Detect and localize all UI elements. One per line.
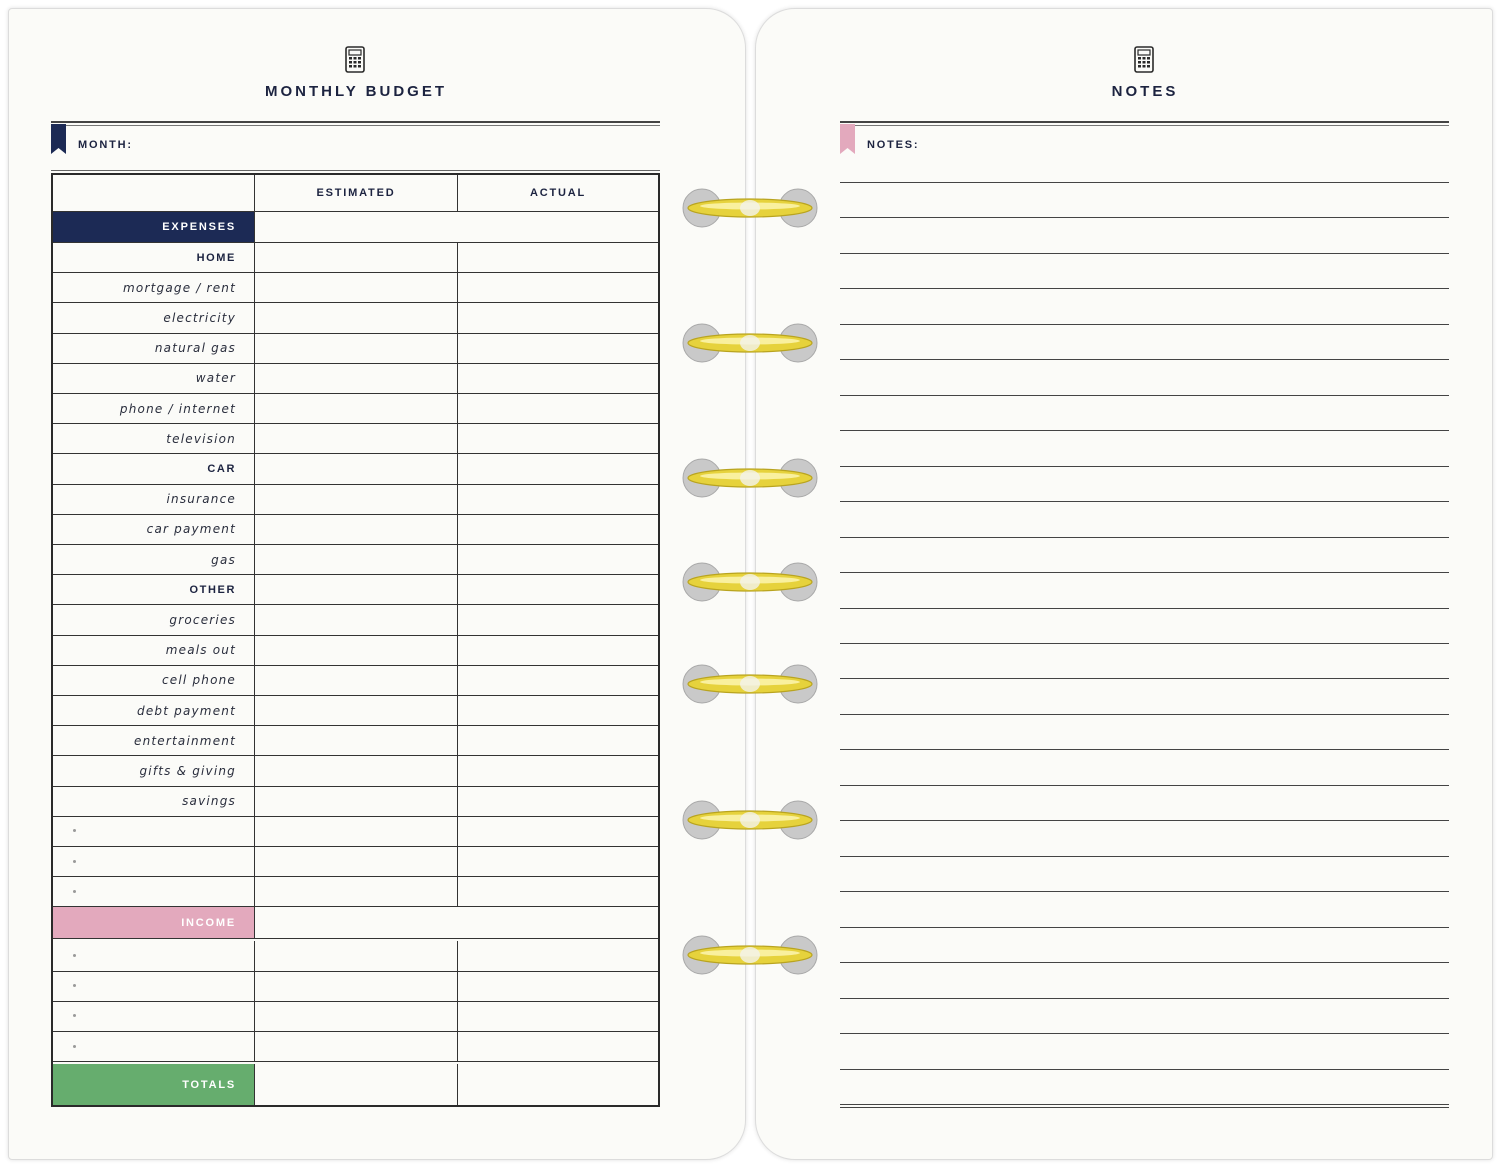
expense-item-label: gas [211, 552, 236, 567]
table-row [53, 364, 658, 394]
expenses-label: EXPENSES [162, 221, 236, 233]
row-label-cell[interactable] [53, 941, 255, 970]
row-label-cell [53, 334, 255, 363]
table-row [53, 545, 658, 575]
note-line[interactable] [840, 927, 1449, 928]
totals-estimated-cell[interactable] [255, 1064, 458, 1105]
table-row [53, 756, 658, 786]
table-row [53, 485, 658, 515]
table-row [53, 696, 658, 726]
table-row [53, 1032, 658, 1062]
expense-item-label: phone / internet [119, 401, 236, 416]
notes-page [755, 8, 1493, 1160]
note-line [840, 1107, 1449, 1108]
totals-band [53, 1064, 255, 1105]
actual-cell[interactable] [458, 972, 658, 1001]
note-line[interactable] [840, 785, 1449, 786]
estimated-cell[interactable] [255, 545, 458, 574]
notes-title: NOTES [1111, 83, 1179, 100]
expense-item-label: meals out [165, 643, 236, 658]
estimated-cell[interactable] [255, 817, 458, 846]
calculator-icon [345, 46, 365, 73]
note-line[interactable] [840, 998, 1449, 999]
row-label-cell [53, 485, 255, 514]
expense-item-label: electricity [163, 310, 236, 325]
estimated-cell[interactable] [255, 787, 458, 816]
bullet-icon [73, 954, 76, 957]
binder-ring-icon [680, 185, 820, 231]
binder-ring-icon [680, 661, 820, 707]
row-label-cell [53, 364, 255, 393]
actual-cell[interactable] [458, 1032, 658, 1061]
bullet-icon [73, 984, 76, 987]
bullet-icon [73, 1045, 76, 1048]
row-label-cell [53, 756, 255, 785]
note-line[interactable] [840, 572, 1449, 573]
estimated-cell[interactable] [255, 1032, 458, 1061]
expense-item-label: groceries [169, 612, 236, 627]
estimated-cell[interactable] [255, 515, 458, 544]
expense-item-label: entertainment [134, 733, 236, 748]
note-line[interactable] [840, 962, 1449, 963]
estimated-cell[interactable] [255, 575, 458, 604]
row-label-cell [53, 575, 255, 604]
table-row [53, 666, 658, 696]
estimated-cell[interactable] [255, 972, 458, 1001]
note-line[interactable] [840, 182, 1449, 183]
note-line[interactable] [840, 430, 1449, 431]
note-line[interactable] [840, 324, 1449, 325]
income-band [53, 907, 255, 938]
estimated-cell[interactable] [255, 1002, 458, 1031]
binder-ring-icon [680, 455, 820, 501]
row-label-cell[interactable] [53, 847, 255, 876]
estimated-header-text: ESTIMATED [316, 187, 396, 199]
actual-cell[interactable] [458, 394, 658, 423]
note-line[interactable] [840, 891, 1449, 892]
note-line[interactable] [840, 359, 1449, 360]
notes-label: NOTES: [867, 139, 920, 151]
estimated-cell[interactable] [255, 273, 458, 302]
row-label-cell [53, 243, 255, 272]
table-header-row [53, 175, 658, 212]
expense-item-label: cell phone [161, 673, 236, 688]
row-label-cell [53, 636, 255, 665]
estimated-cell[interactable] [255, 941, 458, 970]
actual-cell[interactable] [458, 243, 658, 272]
month-rule [51, 170, 660, 171]
estimated-cell[interactable] [255, 847, 458, 876]
table-row [53, 972, 658, 1002]
expense-item-label: car payment [146, 522, 236, 537]
actual-cell[interactable] [458, 696, 658, 725]
note-line[interactable] [840, 714, 1449, 715]
actual-cell[interactable] [458, 515, 658, 544]
actual-cell[interactable] [458, 756, 658, 785]
expenses-band-row [53, 212, 658, 243]
table-row [53, 454, 658, 484]
table-row [53, 847, 658, 877]
table-row [53, 817, 658, 847]
estimated-cell[interactable] [255, 424, 458, 453]
income-band-row [53, 907, 658, 939]
table-row [53, 394, 658, 424]
header-rule [51, 121, 660, 126]
header-blank-cell [53, 175, 255, 211]
binder-ring-icon [680, 797, 820, 843]
expenses-band [53, 212, 255, 242]
note-line[interactable] [840, 217, 1449, 218]
note-line[interactable] [840, 608, 1449, 609]
actual-cell[interactable] [458, 666, 658, 695]
row-label-cell[interactable] [53, 817, 255, 846]
estimated-cell[interactable] [255, 877, 458, 906]
note-line[interactable] [840, 1033, 1449, 1034]
row-label-cell[interactable] [53, 972, 255, 1001]
estimated-cell[interactable] [255, 394, 458, 423]
totals-actual-cell[interactable] [458, 1064, 658, 1105]
table-row [53, 636, 658, 666]
row-label-cell [53, 303, 255, 332]
binder-ring-icon [680, 932, 820, 978]
header-estimated [255, 175, 458, 211]
actual-cell[interactable] [458, 454, 658, 483]
notes-flag-icon [840, 124, 855, 154]
actual-cell[interactable] [458, 847, 658, 876]
actual-cell[interactable] [458, 726, 658, 755]
row-label-cell [53, 666, 255, 695]
category-label: CAR [207, 462, 236, 475]
note-line[interactable] [840, 643, 1449, 644]
estimated-cell[interactable] [255, 726, 458, 755]
row-label-cell [53, 787, 255, 816]
note-line[interactable] [840, 288, 1449, 289]
bullet-icon [73, 829, 76, 832]
note-line[interactable] [840, 1104, 1449, 1105]
actual-cell[interactable] [458, 334, 658, 363]
income-label: INCOME [181, 916, 236, 929]
bullet-icon [73, 890, 76, 893]
expense-item-label: insurance [166, 492, 236, 507]
expense-item-label: television [166, 431, 236, 446]
estimated-cell[interactable] [255, 334, 458, 363]
table-row [53, 243, 658, 273]
note-line[interactable] [840, 749, 1449, 750]
actual-cell[interactable] [458, 303, 658, 332]
header-actual [458, 175, 658, 211]
estimated-cell[interactable] [255, 364, 458, 393]
row-label-cell [53, 605, 255, 634]
binder-ring-icon [680, 320, 820, 366]
expense-item-label: natural gas [154, 341, 236, 356]
page-title: MONTHLY BUDGET [264, 83, 447, 100]
note-line[interactable] [840, 820, 1449, 821]
budget-table [51, 173, 660, 1107]
table-row [53, 303, 658, 333]
estimated-cell[interactable] [255, 454, 458, 483]
totals-label: TOTALS [182, 1078, 236, 1091]
row-label-cell[interactable] [53, 1002, 255, 1031]
calculator-icon [1134, 46, 1154, 73]
actual-cell[interactable] [458, 424, 658, 453]
table-row [53, 605, 658, 635]
note-line[interactable] [840, 501, 1449, 502]
row-label-cell [53, 726, 255, 755]
table-row [53, 424, 658, 454]
actual-cell[interactable] [458, 877, 658, 906]
note-line[interactable] [840, 537, 1449, 538]
actual-cell[interactable] [458, 636, 658, 665]
row-label-cell[interactable] [53, 877, 255, 906]
actual-cell[interactable] [458, 364, 658, 393]
table-row [53, 941, 658, 971]
estimated-cell[interactable] [255, 756, 458, 785]
row-label-cell [53, 515, 255, 544]
category-label: OTHER [189, 583, 236, 596]
note-line[interactable] [840, 395, 1449, 396]
actual-cell[interactable] [458, 941, 658, 970]
estimated-cell[interactable] [255, 303, 458, 332]
expense-item-label: mortgage / rent [123, 280, 236, 295]
actual-cell[interactable] [458, 787, 658, 816]
row-label-cell [53, 454, 255, 483]
notes-header-rule [840, 121, 1449, 126]
note-line[interactable] [840, 253, 1449, 254]
table-row [53, 273, 658, 303]
actual-header-text: ACTUAL [529, 187, 586, 199]
table-row [53, 1002, 658, 1032]
actual-cell[interactable] [458, 605, 658, 634]
expense-item-label: gifts & giving [139, 763, 236, 778]
month-label: MONTH: [78, 139, 133, 151]
note-line[interactable] [840, 678, 1449, 679]
table-row [53, 575, 658, 605]
bullet-icon [73, 860, 76, 863]
row-label-cell [53, 273, 255, 302]
actual-cell[interactable] [458, 485, 658, 514]
table-row [53, 515, 658, 545]
estimated-cell[interactable] [255, 666, 458, 695]
category-label: HOME [196, 251, 236, 264]
actual-cell[interactable] [458, 1002, 658, 1031]
note-line[interactable] [840, 466, 1449, 467]
expense-item-label: water [195, 371, 236, 386]
month-flag-icon [51, 124, 66, 154]
actual-cell[interactable] [458, 545, 658, 574]
expense-item-label: debt payment [137, 703, 236, 718]
note-line[interactable] [840, 1069, 1449, 1070]
row-label-cell [53, 394, 255, 423]
binder-ring-icon [680, 559, 820, 605]
table-row [53, 877, 658, 907]
actual-cell[interactable] [458, 575, 658, 604]
table-row [53, 726, 658, 756]
row-label-cell [53, 545, 255, 574]
totals-row [53, 1064, 658, 1105]
actual-cell[interactable] [458, 817, 658, 846]
estimated-cell[interactable] [255, 636, 458, 665]
estimated-cell[interactable] [255, 696, 458, 725]
estimated-cell[interactable] [255, 485, 458, 514]
table-row [53, 787, 658, 817]
row-label-cell[interactable] [53, 1032, 255, 1061]
estimated-cell[interactable] [255, 243, 458, 272]
row-label-cell [53, 424, 255, 453]
note-line[interactable] [840, 856, 1449, 857]
estimated-cell[interactable] [255, 605, 458, 634]
actual-cell[interactable] [458, 273, 658, 302]
row-label-cell [53, 696, 255, 725]
expense-item-label: savings [182, 794, 236, 809]
table-row [53, 334, 658, 364]
bullet-icon [73, 1014, 76, 1017]
